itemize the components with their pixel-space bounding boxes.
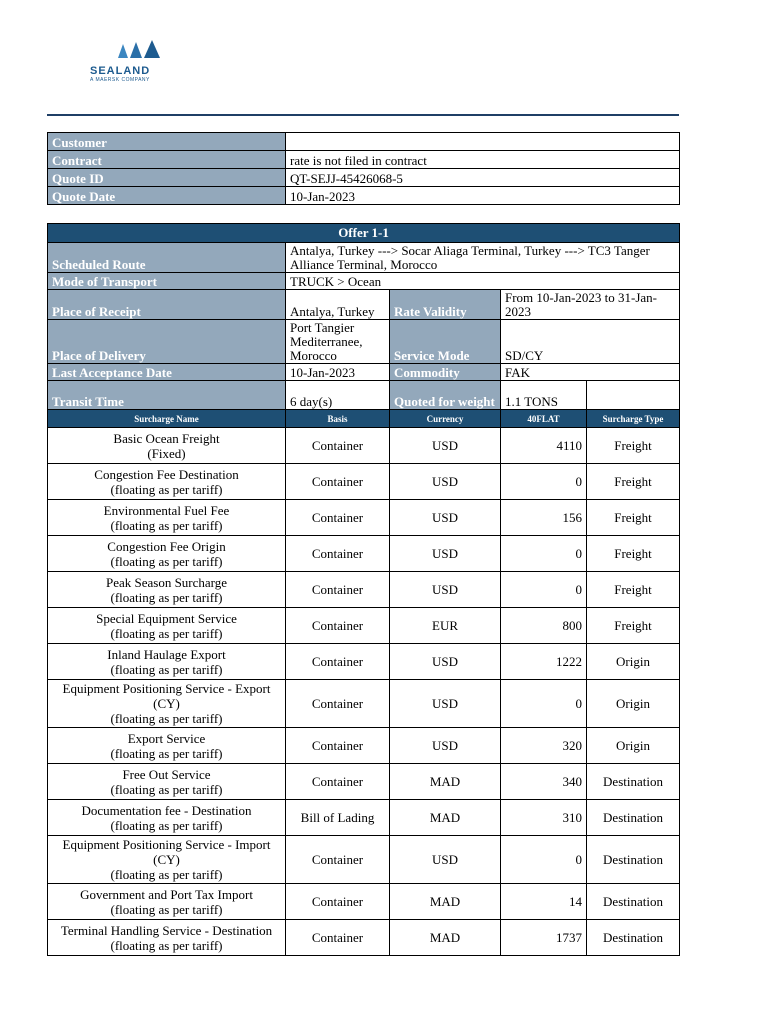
surcharge-currency: USD — [390, 836, 501, 884]
surcharge-note: (floating as per tariff) — [110, 589, 223, 605]
surcharge-row — [48, 728, 680, 764]
surcharge-name-cell — [48, 464, 286, 500]
surcharge-name-cell — [48, 920, 286, 956]
commodity-value: FAK — [501, 364, 680, 381]
surcharge-amount: 340 — [501, 764, 587, 800]
surcharge-name: Documentation fee - Destination — [81, 802, 252, 818]
scheduled-route-label: Scheduled Route — [48, 243, 286, 273]
customer-info-table — [47, 132, 680, 205]
customer-info-value: 10-Jan-2023 — [286, 187, 680, 205]
place-of-receipt-value: Antalya, Turkey — [286, 290, 390, 320]
header-basis: Basis — [286, 410, 390, 428]
scheduled-route-value: Antalya, Turkey ---> Socar Aliaga Terminal, Turkey ---> TC3 Tanger Alliance Terminal, Morocco — [286, 243, 680, 273]
surcharge-type: Origin — [587, 644, 680, 680]
surcharge-row — [48, 644, 680, 680]
rate-validity-value: From 10-Jan-2023 to 31-Jan-2023 — [501, 290, 680, 320]
surcharge-name-cell — [48, 608, 286, 644]
surcharge-note: (floating as per tariff) — [110, 553, 223, 569]
surcharge-name-cell — [48, 572, 286, 608]
surcharge-amount: 156 — [501, 500, 587, 536]
quoted-weight-blank — [587, 381, 680, 410]
transit-time-label: Transit Time — [48, 381, 286, 410]
surcharge-currency: USD — [390, 536, 501, 572]
rate-validity-label: Rate Validity — [390, 290, 501, 320]
offer-title: Offer 1-1 — [48, 224, 680, 243]
surcharge-note: (floating as per tariff) — [110, 817, 223, 833]
surcharge-basis: Container — [286, 464, 390, 500]
customer-info-label: Quote Date — [48, 187, 286, 205]
customer-info-label: Contract — [48, 151, 286, 169]
logo-tagline: A MAERSK COMPANY — [90, 77, 150, 83]
customer-info-value: rate is not filed in contract — [286, 151, 680, 169]
surcharge-amount: 4110 — [501, 428, 587, 464]
surcharge-amount: 0 — [501, 464, 587, 500]
surcharge-type: Freight — [587, 536, 680, 572]
service-mode-label: Service Mode — [390, 320, 501, 364]
surcharge-type: Destination — [587, 884, 680, 920]
surcharge-type: Destination — [587, 764, 680, 800]
surcharge-currency: USD — [390, 728, 501, 764]
last-acceptance-value: 10-Jan-2023 — [286, 364, 390, 381]
place-of-delivery-value: Port Tangier Mediterranee, Morocco — [286, 320, 390, 364]
header-currency: Currency — [390, 410, 501, 428]
surcharge-name: Export Service — [127, 730, 206, 746]
surcharge-name: Inland Haulage Export — [107, 646, 226, 662]
surcharge-currency: MAD — [390, 800, 501, 836]
surcharge-basis: Container — [286, 608, 390, 644]
surcharge-name: Basic Ocean Freight — [113, 430, 220, 446]
surcharge-name: Peak Season Surcharge — [105, 574, 228, 590]
surcharge-name: Congestion Fee Origin — [107, 538, 226, 554]
surcharge-amount: 0 — [501, 536, 587, 572]
surcharge-basis: Container — [286, 644, 390, 680]
surcharge-name-cell — [48, 836, 286, 884]
surcharge-name: Congestion Fee Destination — [94, 466, 239, 482]
surcharge-type: Freight — [587, 572, 680, 608]
surcharge-row — [48, 572, 680, 608]
surcharge-currency: MAD — [390, 764, 501, 800]
surcharge-name-cell — [48, 728, 286, 764]
surcharge-row — [48, 536, 680, 572]
surcharge-name: Equipment Positioning Service - Import (CY) — [62, 837, 271, 867]
surcharge-row — [48, 884, 680, 920]
surcharge-note: (Fixed) — [147, 445, 186, 461]
surcharge-row — [48, 500, 680, 536]
surcharge-currency: USD — [390, 680, 501, 728]
customer-info-row — [48, 133, 680, 151]
surcharge-basis: Container — [286, 536, 390, 572]
surcharge-row — [48, 428, 680, 464]
surcharge-header-row — [48, 410, 680, 428]
surcharge-type: Destination — [587, 836, 680, 884]
surcharge-basis: Container — [286, 884, 390, 920]
commodity-label: Commodity — [390, 364, 501, 381]
surcharge-amount: 1222 — [501, 644, 587, 680]
surcharge-name: Free Out Service — [122, 766, 211, 782]
customer-info-value — [286, 133, 680, 151]
surcharge-note: (floating as per tariff) — [110, 745, 223, 761]
surcharge-note: (floating as per tariff) — [110, 481, 223, 497]
header-surcharge-name: Surcharge Name — [48, 410, 286, 428]
place-of-receipt-label: Place of Receipt — [48, 290, 286, 320]
surcharge-basis: Bill of Lading — [286, 800, 390, 836]
surcharge-row — [48, 680, 680, 728]
surcharge-type: Freight — [587, 500, 680, 536]
surcharge-name: Government and Port Tax Import — [80, 886, 253, 902]
surcharge-basis: Container — [286, 728, 390, 764]
surcharge-type: Freight — [587, 608, 680, 644]
place-of-delivery-label: Place of Delivery — [48, 320, 286, 364]
service-mode-value: SD/CY — [501, 320, 680, 364]
surcharge-type: Freight — [587, 428, 680, 464]
quoted-weight-label: Quoted for weight — [390, 381, 501, 410]
surcharge-note: (floating as per tariff) — [110, 711, 223, 726]
surcharge-basis: Container — [286, 428, 390, 464]
surcharge-amount: 14 — [501, 884, 587, 920]
logo-sails-icon — [90, 40, 194, 64]
surcharge-name-cell — [48, 644, 286, 680]
surcharge-name-cell — [48, 800, 286, 836]
surcharge-name-cell — [48, 764, 286, 800]
last-acceptance-label: Last Acceptance Date — [48, 364, 286, 381]
customer-info-row — [48, 151, 680, 169]
surcharge-name-cell — [48, 884, 286, 920]
surcharge-basis: Container — [286, 836, 390, 884]
surcharge-type: Freight — [587, 464, 680, 500]
surcharge-name-cell — [48, 428, 286, 464]
mode-of-transport-label: Mode of Transport — [48, 273, 286, 290]
surcharge-amount: 310 — [501, 800, 587, 836]
surcharge-name: Special Equipment Service — [96, 610, 237, 626]
surcharge-note: (floating as per tariff) — [110, 867, 223, 882]
surcharge-currency: USD — [390, 428, 501, 464]
surcharge-currency: MAD — [390, 920, 501, 956]
surcharge-currency: USD — [390, 644, 501, 680]
surcharge-currency: USD — [390, 500, 501, 536]
surcharge-row — [48, 464, 680, 500]
surcharge-name-cell — [48, 536, 286, 572]
surcharge-name-cell — [48, 680, 286, 728]
surcharge-currency: MAD — [390, 884, 501, 920]
surcharge-row — [48, 608, 680, 644]
surcharge-name-cell — [48, 500, 286, 536]
mode-of-transport-value: TRUCK > Ocean — [286, 273, 680, 290]
surcharge-type: Destination — [587, 800, 680, 836]
sealand-logo — [90, 40, 194, 90]
surcharge-basis: Container — [286, 680, 390, 728]
surcharge-amount: 1737 — [501, 920, 587, 956]
transit-time-value: 6 day(s) — [286, 381, 390, 410]
customer-info-label: Customer — [48, 133, 286, 151]
customer-info-label: Quote ID — [48, 169, 286, 187]
surcharge-basis: Container — [286, 764, 390, 800]
surcharge-amount: 0 — [501, 836, 587, 884]
surcharge-name: Equipment Positioning Service - Export (CY) — [62, 681, 271, 711]
surcharge-type: Destination — [587, 920, 680, 956]
surcharge-note: (floating as per tariff) — [110, 937, 223, 953]
surcharge-basis: Container — [286, 500, 390, 536]
surcharge-row — [48, 836, 680, 884]
surcharge-type: Origin — [587, 680, 680, 728]
surcharge-note: (floating as per tariff) — [110, 901, 223, 917]
surcharge-note: (floating as per tariff) — [110, 661, 223, 677]
surcharge-note: (floating as per tariff) — [110, 625, 223, 641]
surcharge-type: Origin — [587, 728, 680, 764]
quoted-weight-value: 1.1 TONS — [501, 381, 587, 410]
header-divider — [47, 114, 679, 116]
logo-wordmark: SEALAND — [90, 65, 151, 77]
surcharge-currency: EUR — [390, 608, 501, 644]
surcharge-row — [48, 800, 680, 836]
surcharge-row — [48, 920, 680, 956]
surcharge-currency: USD — [390, 572, 501, 608]
surcharge-name: Terminal Handling Service - Destination — [60, 922, 273, 938]
surcharge-amount: 320 — [501, 728, 587, 764]
customer-info-row — [48, 187, 680, 205]
surcharge-basis: Container — [286, 572, 390, 608]
customer-info-value: QT-SEJJ-45426068-5 — [286, 169, 680, 187]
header-40flat: 40FLAT — [501, 410, 587, 428]
surcharge-amount: 0 — [501, 680, 587, 728]
header-surcharge-type: Surcharge Type — [587, 410, 680, 428]
surcharge-note: (floating as per tariff) — [110, 517, 223, 533]
surcharge-name: Environmental Fuel Fee — [103, 502, 230, 518]
surcharge-currency: USD — [390, 464, 501, 500]
surcharge-amount: 0 — [501, 572, 587, 608]
customer-info-row — [48, 169, 680, 187]
surcharge-row — [48, 764, 680, 800]
surcharge-amount: 800 — [501, 608, 587, 644]
offer-table — [47, 223, 680, 956]
surcharge-basis: Container — [286, 920, 390, 956]
surcharge-note: (floating as per tariff) — [110, 781, 223, 797]
